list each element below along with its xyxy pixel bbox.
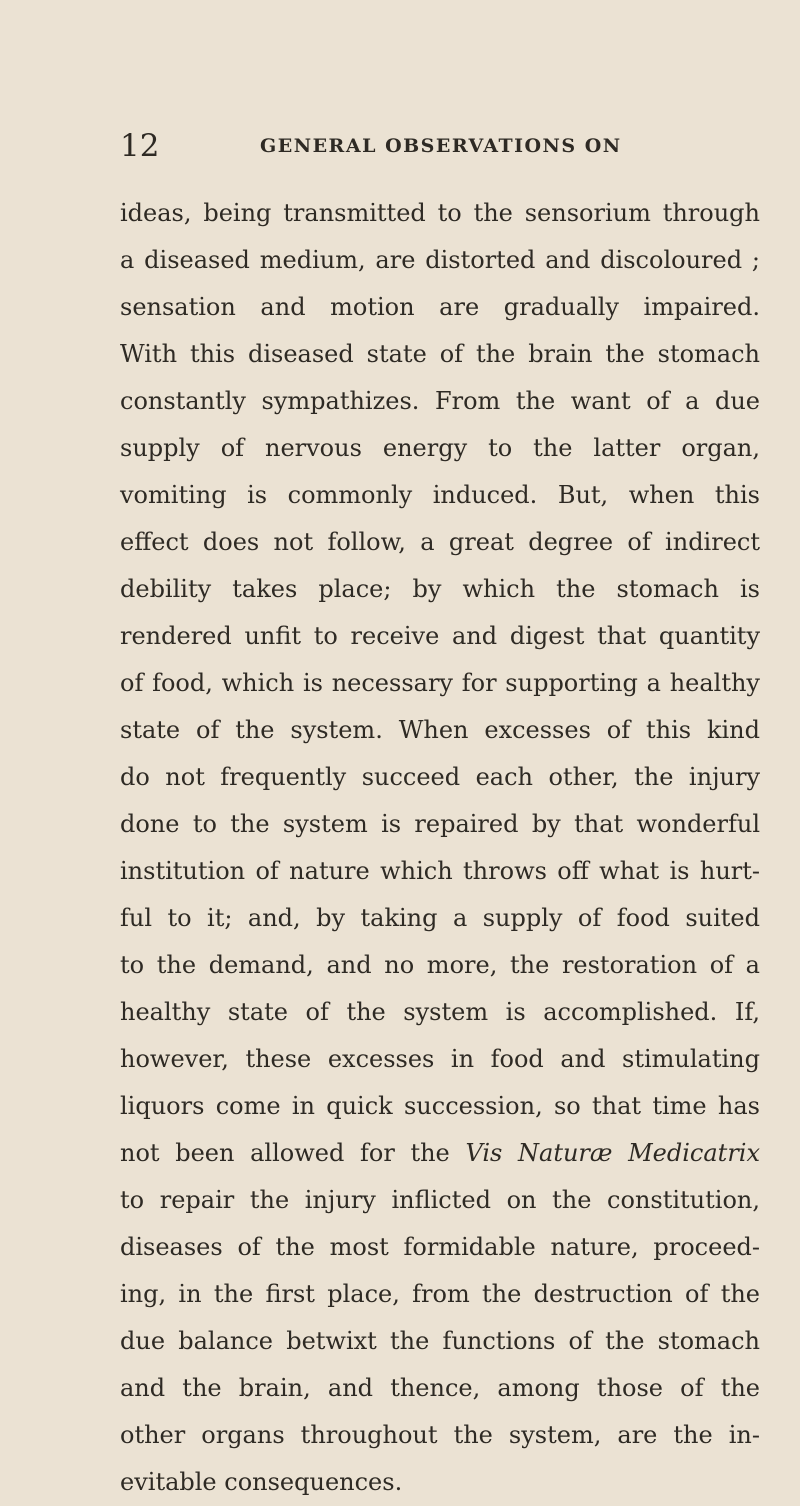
text-line: diseases of the most formidable nature, proceed-: [120, 1233, 760, 1261]
line-text: not been allowed for the: [120, 1139, 466, 1167]
text-line: of food, which is necessary for supporting a healthy: [120, 669, 760, 697]
text-line: debility takes place; by which the stomach is: [120, 575, 760, 603]
text-line: constantly sympathizes. From the want of a due: [120, 387, 760, 415]
text-line: to the demand, and no more, the restoration of a: [120, 951, 760, 979]
text-line: evitable consequences.: [120, 1468, 403, 1496]
text-line: to repair the injury inflicted on the constitution,: [120, 1186, 760, 1214]
text-line: sensation and motion are gradually impaired.: [120, 293, 760, 321]
text-line: rendered unfit to receive and digest that quantity: [120, 622, 760, 650]
latin-phrase: Vis Naturæ Medicatrix: [465, 1139, 761, 1167]
text-line: supply of nervous energy to the latter organ,: [120, 434, 760, 462]
text-line: done to the system is repaired by that wonderful: [120, 810, 760, 838]
text-line: ful to it; and, by taking a supply of food suited: [120, 904, 760, 932]
page-number: 12: [120, 128, 160, 164]
body-text: [120, 190, 760, 1506]
text-line: state of the system. When excesses of this kind: [120, 716, 760, 744]
text-line: a diseased medium, are distorted and discoloured ;: [120, 246, 760, 274]
text-line: healthy state of the system is accomplished. If,: [120, 998, 760, 1026]
page-header: [120, 128, 680, 164]
text-line: effect does not follow, a great degree of indirect: [120, 528, 760, 556]
text-line: institution of nature which throws off what is hurt-: [120, 857, 760, 885]
text-line: With this diseased state of the brain the stomach: [120, 340, 760, 368]
text-line-with-latin-phrase: [120, 1130, 760, 1177]
text-line: due balance betwixt the functions of the stomach: [120, 1327, 760, 1355]
text-line: do not frequently succeed each other, the injury: [120, 763, 760, 791]
running-head: GENERAL OBSERVATIONS ON: [260, 135, 622, 157]
text-line: ing, in the first place, from the destruction of the: [120, 1280, 760, 1308]
text-line: vomiting is commonly induced. But, when this: [120, 481, 760, 509]
text-line: and the brain, and thence, among those of the: [120, 1374, 760, 1402]
text-line: other organs throughout the system, are the in-: [120, 1421, 760, 1449]
text-line: liquors come in quick succession, so that time has: [120, 1092, 760, 1120]
text-line: ideas, being transmitted to the sensorium through: [120, 199, 760, 227]
text-line: however, these excesses in food and stimulating: [120, 1045, 760, 1073]
